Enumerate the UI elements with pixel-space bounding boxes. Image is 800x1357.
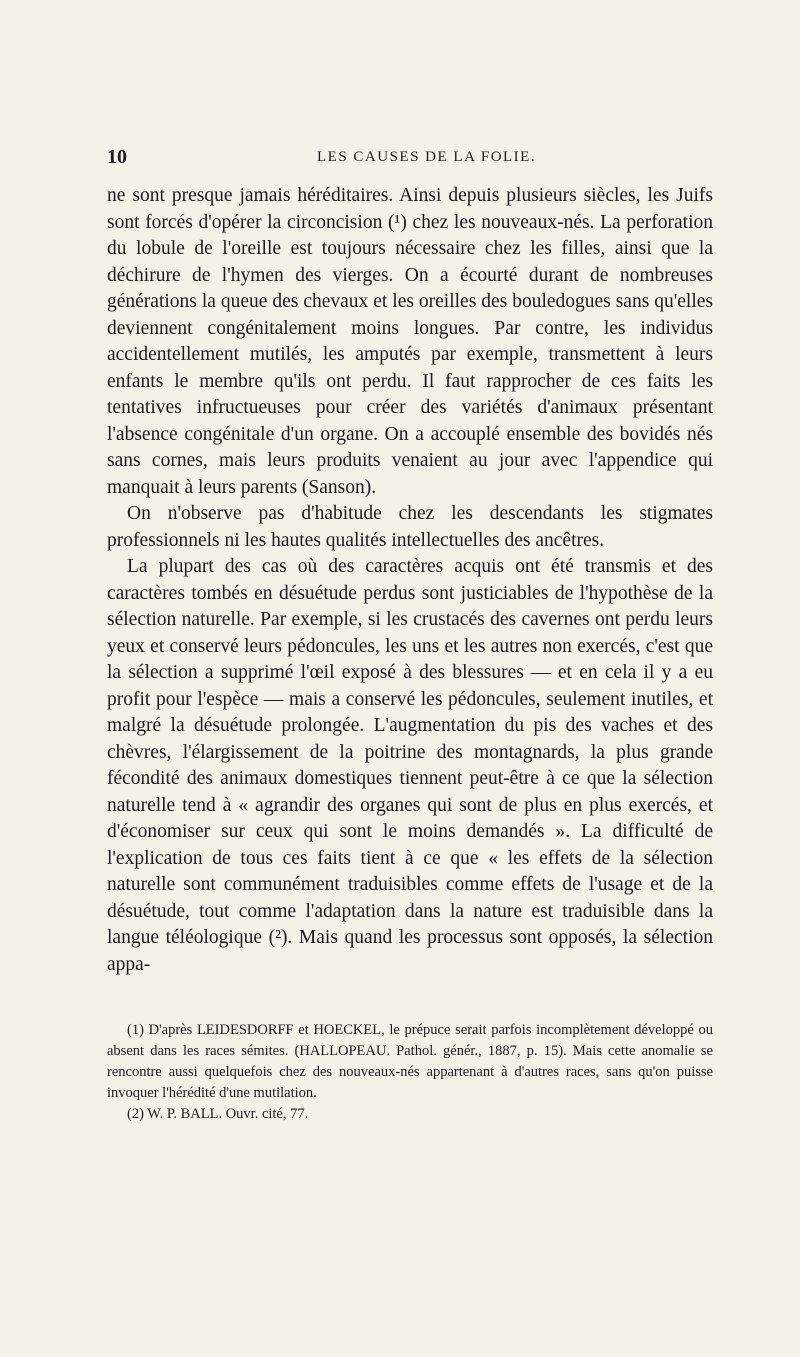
footnotes [107, 1020, 713, 1125]
footnote-2: (2) W. P. BALL. Ouvr. cité, 77. [127, 1106, 309, 1122]
footnote-1: (1) D'après LEIDESDORFF et HOECKEL, le prépuce serait parfois incomplètement développé ou absent dans les races sémites. (HALLOPEAU. Pathol. génér., 1887, p. 15). Mais cette anomalie se rencontre aussi quelquefois chez des nouveaux-nés appartenant à d'autres races, sans qu'on puisse invoquer l'hérédité d'une mutilation. [107, 1022, 713, 1101]
running-title: LES CAUSES DE LA FOLIE. [317, 149, 537, 165]
page-header [107, 146, 713, 170]
paragraph-1: ne sont presque jamais héréditaires. Ainsi depuis plusieurs siècles, les Juifs sont forcés d'opérer la circoncision (¹) chez les nouveaux-nés. La perforation du lobule de l'oreille est toujours nécessaire chez les filles, ainsi que la déchirure de l'hymen des vierges. On a écourté durant de nombreuses générations la queue des chevaux et les oreilles des bouledogues sans qu'elles deviennent congénitalement moins longues. Par contre, les individus accidentellement mutilés, les amputés par exemple, transmettent à leurs enfants le membre qu'ils ont perdu. Il faut rapprocher de ces faits les tentatives infructueuses pour créer des variétés d'animaux présentant l'absence congénitale d'un organe. On a accouplé ensemble des bovidés nés sans cornes, mais leurs produits venaient au jour avec l'appendice qui manquait à leurs parents (Sanson). [107, 185, 713, 498]
page-number: 10 [107, 146, 127, 168]
paragraph-2: On n'observe pas d'habitude chez les descendants les stigmates professionnels ni les hautes qualités intellectuelles des ancêtres. [107, 503, 713, 551]
paragraph-3: La plupart des cas où des caractères acquis ont été transmis et des caractères tombés en désuétude perdus sont justiciables de l'hypothèse de la sélection naturelle. Par exemple, si les crustacés des cavernes ont perdu leurs yeux et conservé leurs pédoncules, les uns et les autres non exercés, c'est que la sélection a supprimé l'œil exposé à des blessures — et en cela il y a eu profit pour l'espèce — mais a conservé les pédoncules, seulement inutiles, et malgré la désuétude prolongée. L'augmentation du pis des vaches et des chèvres, l'élargissement de la poitrine des montagnards, la plus grande fécondité des animaux domestiques tiennent peut-être à ce que la sélection naturelle tend à « agrandir des organes qui sont de plus en plus exercés, et d'économiser sur ceux qui sont le moins demandés ». La difficulté de l'explication de tous ces faits tient à ce que « les effets de la sélection naturelle sont communément traduisibles comme effets de l'usage et de la désuétude, tout comme l'adaptation dans la nature est traduisible dans la langue téléologique (²). Mais quand les processus sont opposés, la sélection appa- [107, 556, 713, 975]
body-text [107, 183, 713, 978]
